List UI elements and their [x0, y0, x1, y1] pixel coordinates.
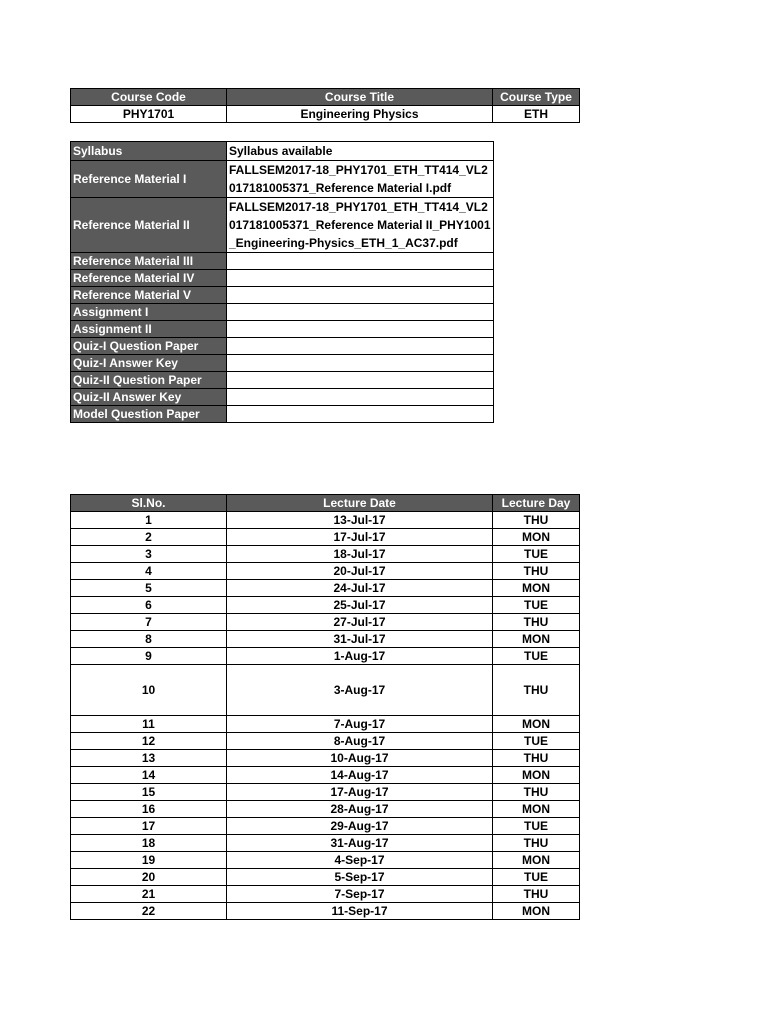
lecture-no: 10: [71, 665, 227, 716]
material-row: [71, 321, 494, 338]
lecture-schedule-table: [70, 494, 580, 920]
material-label: Reference Material V: [71, 287, 227, 304]
lecture-day: MON: [493, 716, 580, 733]
lecture-day: MON: [493, 903, 580, 920]
material-value: [227, 406, 494, 423]
material-label: Quiz-II Question Paper: [71, 372, 227, 389]
lecture-row: [71, 665, 580, 716]
material-label: Reference Material III: [71, 253, 227, 270]
lecture-day: MON: [493, 852, 580, 869]
lecture-day: TUE: [493, 869, 580, 886]
material-value[interactable]: FALLSEM2017-18_PHY1701_ETH_TT414_VL2017181005371_Reference Material II_PHY1001_Engineering-Physics_ETH_1_AC37.pdf: [227, 198, 494, 253]
material-value: [227, 389, 494, 406]
lecture-row: [71, 716, 580, 733]
lecture-no: 2: [71, 529, 227, 546]
lecture-no: 15: [71, 784, 227, 801]
material-value: [227, 338, 494, 355]
lecture-row: [71, 869, 580, 886]
lecture-date: 27-Jul-17: [227, 614, 493, 631]
lecture-row: [71, 614, 580, 631]
lecture-no: 14: [71, 767, 227, 784]
lecture-no: 11: [71, 716, 227, 733]
lecture-day: MON: [493, 801, 580, 818]
lecture-no: 6: [71, 597, 227, 614]
lecture-row: [71, 818, 580, 835]
lecture-date: 13-Jul-17: [227, 512, 493, 529]
lecture-no: 18: [71, 835, 227, 852]
lecture-no: 4: [71, 563, 227, 580]
material-label: Model Question Paper: [71, 406, 227, 423]
lecture-date: 17-Aug-17: [227, 784, 493, 801]
material-row: [71, 406, 494, 423]
material-value: [227, 321, 494, 338]
lecture-no: 20: [71, 869, 227, 886]
material-value[interactable]: Syllabus available: [227, 142, 494, 161]
lecture-no: 12: [71, 733, 227, 750]
lecture-row: [71, 767, 580, 784]
material-row: [71, 161, 494, 198]
lecture-date: 28-Aug-17: [227, 801, 493, 818]
lecture-date: 5-Sep-17: [227, 869, 493, 886]
lecture-no: 3: [71, 546, 227, 563]
material-row: [71, 372, 494, 389]
course-code: PHY1701: [71, 106, 227, 123]
lecture-date: 1-Aug-17: [227, 648, 493, 665]
lecture-day: THU: [493, 835, 580, 852]
lecture-day: THU: [493, 563, 580, 580]
lecture-row: [71, 563, 580, 580]
lecture-day: TUE: [493, 546, 580, 563]
material-value: [227, 304, 494, 321]
lecture-no: 8: [71, 631, 227, 648]
material-row: [71, 198, 494, 253]
material-row: [71, 270, 494, 287]
course-type: ETH: [493, 106, 580, 123]
lecture-no: 7: [71, 614, 227, 631]
lecture-day: THU: [493, 886, 580, 903]
lecture-day: MON: [493, 580, 580, 597]
lecture-day: TUE: [493, 733, 580, 750]
lecture-no: 22: [71, 903, 227, 920]
lecture-date: 10-Aug-17: [227, 750, 493, 767]
material-value: [227, 372, 494, 389]
lecture-row: [71, 546, 580, 563]
lecture-day: MON: [493, 631, 580, 648]
lecture-no: 21: [71, 886, 227, 903]
lecture-date: 11-Sep-17: [227, 903, 493, 920]
material-label: Reference Material I: [71, 161, 227, 198]
course-title-header: Course Title: [227, 89, 493, 106]
material-row: [71, 389, 494, 406]
lecture-date-header: Lecture Date: [227, 495, 493, 512]
material-value: [227, 270, 494, 287]
lecture-date: 14-Aug-17: [227, 767, 493, 784]
lecture-row: [71, 835, 580, 852]
lecture-row: [71, 580, 580, 597]
lecture-date: 29-Aug-17: [227, 818, 493, 835]
lecture-no: 19: [71, 852, 227, 869]
lecture-no: 1: [71, 512, 227, 529]
lecture-date: 4-Sep-17: [227, 852, 493, 869]
lecture-row: [71, 631, 580, 648]
lecture-date: 7-Aug-17: [227, 716, 493, 733]
lecture-row: [71, 852, 580, 869]
lecture-row: [71, 512, 580, 529]
lecture-day: THU: [493, 665, 580, 716]
material-label: Quiz-I Question Paper: [71, 338, 227, 355]
lecture-day: THU: [493, 750, 580, 767]
lecture-day-header: Lecture Day: [493, 495, 580, 512]
material-label: Assignment I: [71, 304, 227, 321]
lecture-day: THU: [493, 784, 580, 801]
lecture-date: 31-Jul-17: [227, 631, 493, 648]
lecture-row: [71, 597, 580, 614]
material-label: Assignment II: [71, 321, 227, 338]
lecture-no: 5: [71, 580, 227, 597]
lecture-row: [71, 886, 580, 903]
material-value: [227, 253, 494, 270]
lecture-no: 17: [71, 818, 227, 835]
lecture-date: 3-Aug-17: [227, 665, 493, 716]
lecture-date: 17-Jul-17: [227, 529, 493, 546]
lecture-day: TUE: [493, 818, 580, 835]
material-row: [71, 304, 494, 321]
material-value: [227, 287, 494, 304]
lecture-day: TUE: [493, 597, 580, 614]
lecture-date: 20-Jul-17: [227, 563, 493, 580]
material-row: [71, 338, 494, 355]
lecture-row: [71, 784, 580, 801]
lecture-row: [71, 801, 580, 818]
lecture-no: 9: [71, 648, 227, 665]
lecture-row: [71, 529, 580, 546]
lecture-no: 13: [71, 750, 227, 767]
lecture-date: 31-Aug-17: [227, 835, 493, 852]
lecture-date: 18-Jul-17: [227, 546, 493, 563]
lecture-date: 8-Aug-17: [227, 733, 493, 750]
lecture-no: 16: [71, 801, 227, 818]
lecture-date: 25-Jul-17: [227, 597, 493, 614]
lecture-row: [71, 733, 580, 750]
material-label: Quiz-II Answer Key: [71, 389, 227, 406]
material-label: Quiz-I Answer Key: [71, 355, 227, 372]
lecture-row: [71, 903, 580, 920]
material-value: [227, 355, 494, 372]
lecture-day: TUE: [493, 648, 580, 665]
course-type-header: Course Type: [493, 89, 580, 106]
lecture-date: 7-Sep-17: [227, 886, 493, 903]
material-row: [71, 142, 494, 161]
material-row: [71, 253, 494, 270]
material-label: Reference Material IV: [71, 270, 227, 287]
course-code-header: Course Code: [71, 89, 227, 106]
course-info-table: [70, 88, 580, 123]
lecture-row: [71, 648, 580, 665]
lecture-day: MON: [493, 529, 580, 546]
lecture-row: [71, 750, 580, 767]
materials-table: [70, 141, 494, 423]
material-label: Reference Material II: [71, 198, 227, 253]
material-value[interactable]: FALLSEM2017-18_PHY1701_ETH_TT414_VL2017181005371_Reference Material I.pdf: [227, 161, 494, 198]
lecture-day: THU: [493, 512, 580, 529]
slno-header: Sl.No.: [71, 495, 227, 512]
lecture-date: 24-Jul-17: [227, 580, 493, 597]
material-row: [71, 355, 494, 372]
lecture-day: MON: [493, 767, 580, 784]
course-title: Engineering Physics: [227, 106, 493, 123]
material-label: Syllabus: [71, 142, 227, 161]
material-row: [71, 287, 494, 304]
lecture-day: THU: [493, 614, 580, 631]
